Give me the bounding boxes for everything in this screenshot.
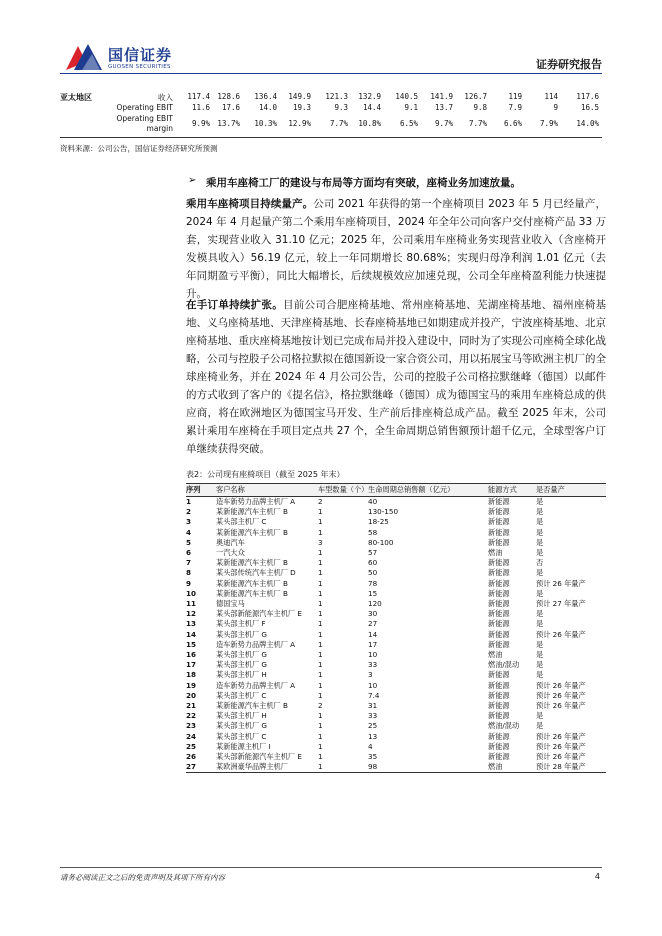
table-cell: 某头部主机厂 G <box>216 660 267 670</box>
table-cell: 是 <box>536 548 544 558</box>
table-cell: 某新能源汽车主机厂 B <box>216 507 288 517</box>
table-cell: 是 <box>536 568 544 578</box>
table-cell: 1 <box>318 629 323 639</box>
table-cell: 6 <box>186 548 192 558</box>
table-cell: 1 <box>318 639 323 649</box>
table-row <box>186 599 606 609</box>
table-cell: 新能源 <box>488 639 510 649</box>
table-cell: 是 <box>536 650 544 660</box>
table-row <box>186 528 606 538</box>
table-cell: 某头部主机厂 G <box>216 721 267 731</box>
table-cell: 预计 26 年量产 <box>536 731 586 741</box>
table-cell: 某头部主机厂 C <box>216 690 267 700</box>
table-cell: 10.3% <box>254 119 277 128</box>
table-cell: 20 <box>186 690 197 700</box>
table-cell: 14 <box>368 629 378 639</box>
table-cell: 造车新势力品牌主机厂 A <box>216 497 296 506</box>
table-row <box>186 752 606 762</box>
table-cell: 是 <box>536 639 544 649</box>
table-cell: 58 <box>368 527 378 537</box>
table-cell: 1 <box>318 517 323 527</box>
table-cell: 是 <box>536 660 544 670</box>
table-cell: 117.4 <box>187 92 210 101</box>
table-cell: 18 <box>186 670 197 680</box>
table-cell: 1 <box>318 507 323 517</box>
table-row <box>186 701 606 711</box>
region-label: 亚太地区 <box>60 93 92 102</box>
table-cell: 14 <box>186 629 197 639</box>
table-cell: 7 <box>186 558 192 568</box>
table-cell: 某头部主机厂 F <box>216 619 266 629</box>
table-cell: 7.4 <box>368 690 380 700</box>
table-cell: 30 <box>368 609 378 619</box>
table-cell: 12.9% <box>288 119 311 128</box>
table-cell: 9.3 <box>334 103 348 112</box>
table-cell: 117.6 <box>576 92 599 101</box>
footer-divider <box>60 867 602 868</box>
table-cell: 德国宝马 <box>216 599 245 609</box>
table-cell: 2 <box>318 497 323 506</box>
table-cell: 149.9 <box>288 92 311 101</box>
table-cell: 119 <box>508 92 522 101</box>
table-cell: 11 <box>186 599 197 609</box>
table-row <box>60 91 604 103</box>
table-cell: 17 <box>368 639 378 649</box>
table-cell: 14.0 <box>258 103 277 112</box>
metric-label-line2: margin <box>146 124 173 133</box>
table-row <box>186 517 606 527</box>
table-row <box>186 670 606 680</box>
table-caption: 表2：公司现有座椅项目（截至 2025 年末） <box>186 470 345 479</box>
table-cell: 新能源 <box>488 711 510 721</box>
table-cell: 新能源 <box>488 558 510 568</box>
table-cell: 否 <box>536 558 544 568</box>
table-cell: 是 <box>536 721 544 731</box>
table-cell: 1 <box>318 690 323 700</box>
table-row <box>186 660 606 670</box>
table-cell: 15 <box>368 588 378 598</box>
metric-label: Operating EBIT <box>116 114 173 123</box>
table-cell: 某欧洲豪华品牌主机厂 <box>216 762 318 773</box>
table-row <box>186 579 606 589</box>
table-cell: 130-150 <box>368 507 399 517</box>
table-cell: 10 <box>368 680 378 690</box>
table-cell: 1 <box>318 568 323 578</box>
table-cell: 预计 28 年量产 <box>536 762 606 773</box>
table-cell: 燃油 <box>488 548 503 558</box>
column-header: 序列 <box>186 484 216 497</box>
paragraph-body: 公司 2021 年获得的第一个座椅项目 2023 年 5 月已经量产，2024 年 4 月起量产第二个乘用车座椅项目，2024 年全年公司向客户交付座椅产品 33 万套，实现营业收入 31.10 亿元；2025 年，公司乘用车座椅业务实现营业收入（含座椅开发模具收入）56.19 亿元，较上一年同期增长 80.68%；实现归母净利润 1.01 亿元（去年同期盈亏平衡），同比大幅增长，后续规模效应加速兑现，公司全年座椅盈利能力快速提升。 <box>186 198 606 300</box>
table-cell: 1 <box>186 497 192 506</box>
table-cell: 1 <box>318 527 323 537</box>
table-cell: 2 <box>186 507 192 517</box>
column-header: 客户名称 <box>216 484 318 497</box>
paragraph-body: 目前公司合肥座椅基地、常州座椅基地、芜湖座椅基地、福州座椅基地、义乌座椅基地、天津座椅基地、长春座椅基地已如期建成并投产，宁波座椅基地、北京座椅基地、重庆座椅基地按计划已完成布局并投入建设中，同时为了实现公司座椅全球化战略，公司与控股子公司格拉默拟在德国新设一家合资公司，用以拓展宝马等欧洲主机厂的全球座椅业务，并在 2024 年 4 月公司公告，公司的控股子公司格拉默继峰（德国）以邮件的方式收到了客户的《提名信》，格拉默继峰（德国）成为德国宝马的乘用车座椅总成的供应商，将在欧洲地区为德国宝马开发、生产前后排座椅总成产品。截至 2025 年末，公司累计乘用车座椅在手项目定点共 27 个，全生命周期总销售额预计超千亿元，全球型客户订单继续获得突破。 <box>186 299 607 455</box>
table-row <box>186 619 606 629</box>
table-cell: 2 <box>318 701 323 711</box>
table-cell: 新能源 <box>488 497 510 506</box>
table-cell: 造车新势力品牌主机厂 A <box>216 680 296 690</box>
column-header: 生命周期总销售额（亿元） <box>368 484 488 497</box>
table-cell: 10 <box>186 588 197 598</box>
table-cell: 某新能源汽车主机厂 B <box>216 527 288 537</box>
table-cell: 21 <box>186 701 197 711</box>
table-cell: 燃油/混动 <box>488 721 520 731</box>
table-cell: 是 <box>536 507 544 517</box>
table-cell: 5 <box>186 537 192 547</box>
table-cell: 23 <box>186 721 197 731</box>
table-cell: 预计 26 年量产 <box>536 741 586 751</box>
logo-text-cn: 国信证券 <box>108 46 173 64</box>
table-cell: 燃油 <box>488 762 536 773</box>
table-cell: 某头部传统汽车主机厂 D <box>216 568 296 578</box>
table-row <box>186 640 606 650</box>
table-cell: 128.6 <box>217 92 240 101</box>
table-cell: 40 <box>368 497 378 506</box>
table-row <box>186 568 606 578</box>
table-cell: 新能源 <box>488 701 510 711</box>
table-cell: 是 <box>536 527 544 537</box>
table-row <box>60 103 604 114</box>
arrow-bullet-icon: ➢ <box>188 175 197 186</box>
paragraph-order-expansion <box>186 296 606 458</box>
table-cell: 某头部新能源汽车主机厂 E <box>216 752 302 762</box>
table-row <box>60 114 604 136</box>
header-divider <box>60 73 602 74</box>
table-header-row <box>186 484 606 497</box>
table-cell: 某新能源汽车主机厂 B <box>216 588 288 598</box>
table-cell: 1 <box>318 599 323 609</box>
table-cell: 50 <box>368 568 378 578</box>
table-cell: 7.9% <box>539 119 558 128</box>
table-cell: 24 <box>186 731 197 741</box>
seat-projects-table <box>186 483 606 773</box>
table-row <box>186 507 606 517</box>
table-row <box>186 681 606 691</box>
table-cell: 燃油 <box>488 650 503 660</box>
table-cell: 114 <box>544 92 558 101</box>
table-cell: 13.7% <box>217 119 240 128</box>
table-cell: 1 <box>318 721 323 731</box>
table-cell: 9.1 <box>404 103 418 112</box>
table-cell: 13 <box>368 731 378 741</box>
table-cell: 27 <box>186 762 216 773</box>
table-cell: 1 <box>318 680 323 690</box>
table-cell: 120 <box>368 599 382 609</box>
table-cell: 98 <box>368 762 488 773</box>
table-cell: 1 <box>318 609 323 619</box>
table-cell: 8 <box>186 568 192 578</box>
table-cell: 1 <box>318 660 323 670</box>
table-cell: 14.0% <box>576 119 599 128</box>
table-cell: 新能源 <box>488 517 510 527</box>
table-cell: 25 <box>186 741 197 751</box>
table-row <box>186 497 606 508</box>
table-cell: 是 <box>536 619 544 629</box>
table-cell: 17 <box>186 660 197 670</box>
table-cell: 27 <box>368 619 378 629</box>
table-cell: 1 <box>318 741 323 751</box>
column-header: 能源方式 <box>488 484 536 497</box>
table-cell: 新能源 <box>488 680 510 690</box>
table-cell: 9.9% <box>191 119 210 128</box>
table-cell: 新能源 <box>488 690 510 700</box>
table-row <box>186 711 606 721</box>
table-cell: 新能源 <box>488 619 510 629</box>
table-row <box>186 538 606 548</box>
table-cell: 9 <box>553 103 558 112</box>
table-cell: 某新能源汽车主机厂 B <box>216 558 288 568</box>
table-cell: 某新能源主机厂 I <box>216 741 271 751</box>
table-cell: 141.9 <box>430 92 453 101</box>
metric-label: Operating EBIT <box>116 103 173 112</box>
table-cell: 新能源 <box>488 599 510 609</box>
table-cell: 预计 26 年量产 <box>536 701 586 711</box>
table-cell: 35 <box>368 752 378 762</box>
table-cell: 13.7 <box>434 103 453 112</box>
table-cell: 1 <box>318 731 323 741</box>
table-row <box>186 630 606 640</box>
table-cell: 10.8% <box>358 119 381 128</box>
column-header: 是否量产 <box>536 484 606 497</box>
table-cell: 1 <box>318 650 323 660</box>
table-cell: 某头部主机厂 C <box>216 517 267 527</box>
table-cell: 1 <box>318 558 323 568</box>
table-cell: 新能源 <box>488 731 510 741</box>
table-cell: 新能源 <box>488 588 510 598</box>
logo-text-en: GUOSEN SECURITIES <box>108 64 171 70</box>
table-cell: 新能源 <box>488 670 510 680</box>
table-row <box>186 691 606 701</box>
table-cell: 4 <box>186 527 192 537</box>
table-cell: 19.3 <box>292 103 311 112</box>
table-cell: 1 <box>318 762 368 773</box>
table-cell: 19 <box>186 680 197 690</box>
table-cell: 16 <box>186 650 197 660</box>
table-cell: 6.6% <box>503 119 522 128</box>
paragraph-lead: 在手订单持续扩张。 <box>186 299 283 311</box>
table-cell: 9.8 <box>473 103 487 112</box>
table-cell: 新能源 <box>488 629 510 639</box>
table-cell: 一汽大众 <box>216 548 245 558</box>
table-cell: 17.6 <box>221 103 240 112</box>
table-cell: 新能源 <box>488 578 510 588</box>
table-cell: 80-100 <box>368 537 394 547</box>
table-cell: 1 <box>318 578 323 588</box>
paragraph-lead: 乘用车座椅项目持续量产。 <box>186 198 314 210</box>
table-cell: 26 <box>186 752 197 762</box>
table-row <box>186 558 606 568</box>
table-row <box>186 589 606 599</box>
table-cell: 是 <box>536 711 544 721</box>
table-cell: 某头部主机厂 G <box>216 629 267 639</box>
table-body <box>186 497 606 773</box>
table-cell: 是 <box>536 588 544 598</box>
table-cell: 3 <box>186 517 192 527</box>
table-cell: 是 <box>536 497 544 506</box>
table-cell: 13 <box>186 619 197 629</box>
table-cell: 4 <box>368 741 373 751</box>
table-cell: 新能源 <box>488 741 510 751</box>
table-cell: 1 <box>318 752 323 762</box>
table-cell: 预计 26 年量产 <box>536 680 586 690</box>
company-logo <box>64 40 204 80</box>
table-cell: 某新能源汽车主机厂 B <box>216 578 288 588</box>
source-note: 资料来源：公司公告，国信证券经济研究所预测 <box>60 144 218 153</box>
table-cell: 9 <box>186 578 192 588</box>
table-cell: 奥迪汽车 <box>216 537 245 547</box>
table-cell: 6.5% <box>399 119 418 128</box>
table-cell: 3 <box>368 670 373 680</box>
table-row <box>186 762 606 773</box>
table-cell: 新能源 <box>488 752 510 762</box>
table-cell: 126.7 <box>464 92 487 101</box>
table-cell: 11.6 <box>191 103 210 112</box>
table-cell: 预计 27 年量产 <box>536 599 586 609</box>
table-row <box>186 609 606 619</box>
table-cell: 新能源 <box>488 507 510 517</box>
table-cell: 18-25 <box>368 517 389 527</box>
table-cell: 某新能源汽车主机厂 B <box>216 701 288 711</box>
table-row <box>186 650 606 660</box>
paragraph-seat-production <box>186 195 606 303</box>
table-cell: 是 <box>536 609 544 619</box>
table-cell: 1 <box>318 588 323 598</box>
table-cell: 22 <box>186 711 197 721</box>
table-cell: 31 <box>368 701 378 711</box>
table-cell: 57 <box>368 548 378 558</box>
table-cell: 燃油/混动 <box>488 660 520 670</box>
table-cell: 某头部主机厂 C <box>216 731 267 741</box>
table-cell: 某头部主机厂 G <box>216 650 267 660</box>
table-cell: 预计 26 年量产 <box>536 578 586 588</box>
table-cell: 15 <box>186 639 197 649</box>
table-cell: 某头部主机厂 H <box>216 670 267 680</box>
table-cell: 140.5 <box>395 92 418 101</box>
table-cell: 1 <box>318 548 323 558</box>
table-cell: 新能源 <box>488 609 510 619</box>
table-cell: 预计 26 年量产 <box>536 752 586 762</box>
table-cell: 7.7% <box>329 119 348 128</box>
table-cell: 10 <box>368 650 378 660</box>
section-heading: 乘用车座椅工厂的建设与布局等方面均有突破，座椅业务加速放量。 <box>206 177 521 189</box>
table-cell: 16.5 <box>580 103 599 112</box>
column-header: 车型数量（个） <box>318 484 368 497</box>
table-cell: 121.3 <box>325 92 348 101</box>
table-cell: 7.7% <box>468 119 487 128</box>
table-cell: 60 <box>368 558 378 568</box>
table-row <box>186 548 606 558</box>
table-cell: 33 <box>368 711 378 721</box>
logo-mark-icon <box>64 40 104 74</box>
table-row <box>186 721 606 731</box>
table-cell: 9.7% <box>434 119 453 128</box>
table-row <box>186 732 606 742</box>
table-cell: 1 <box>318 711 323 721</box>
table-cell: 是 <box>536 517 544 527</box>
table-cell: 新能源 <box>488 537 510 547</box>
table-cell: 是 <box>536 537 544 547</box>
table-cell: 预计 26 年量产 <box>536 629 586 639</box>
table-cell: 1 <box>318 670 323 680</box>
table-divider <box>60 137 602 138</box>
table-cell: 造车新势力品牌主机厂 A <box>216 639 296 649</box>
page-number: 4 <box>594 872 600 881</box>
table-cell: 14.4 <box>362 103 381 112</box>
table-cell: 某头部新能源汽车主机厂 E <box>216 609 302 619</box>
table-cell: 某头部主机厂 H <box>216 711 267 721</box>
table-cell: 是 <box>536 670 544 680</box>
table-cell: 7.9 <box>508 103 522 112</box>
table-cell: 132.9 <box>358 92 381 101</box>
table-cell: 78 <box>368 578 378 588</box>
table-cell: 33 <box>368 660 378 670</box>
metric-label: 收入 <box>158 93 173 102</box>
regional-financials-table <box>60 91 604 136</box>
table-cell: 25 <box>368 721 378 731</box>
table-cell: 预计 26 年量产 <box>536 690 586 700</box>
table-cell: 新能源 <box>488 527 510 537</box>
table-cell: 新能源 <box>488 568 510 578</box>
table-cell: 12 <box>186 609 197 619</box>
table-cell: 1 <box>318 619 323 629</box>
table-row <box>186 742 606 752</box>
table-cell: 3 <box>318 537 323 547</box>
table-cell: 136.4 <box>254 92 277 101</box>
report-type-label: 证券研究报告 <box>536 58 602 71</box>
disclaimer-note: 请务必阅读正文之后的免责声明及其项下所有内容 <box>60 873 225 882</box>
